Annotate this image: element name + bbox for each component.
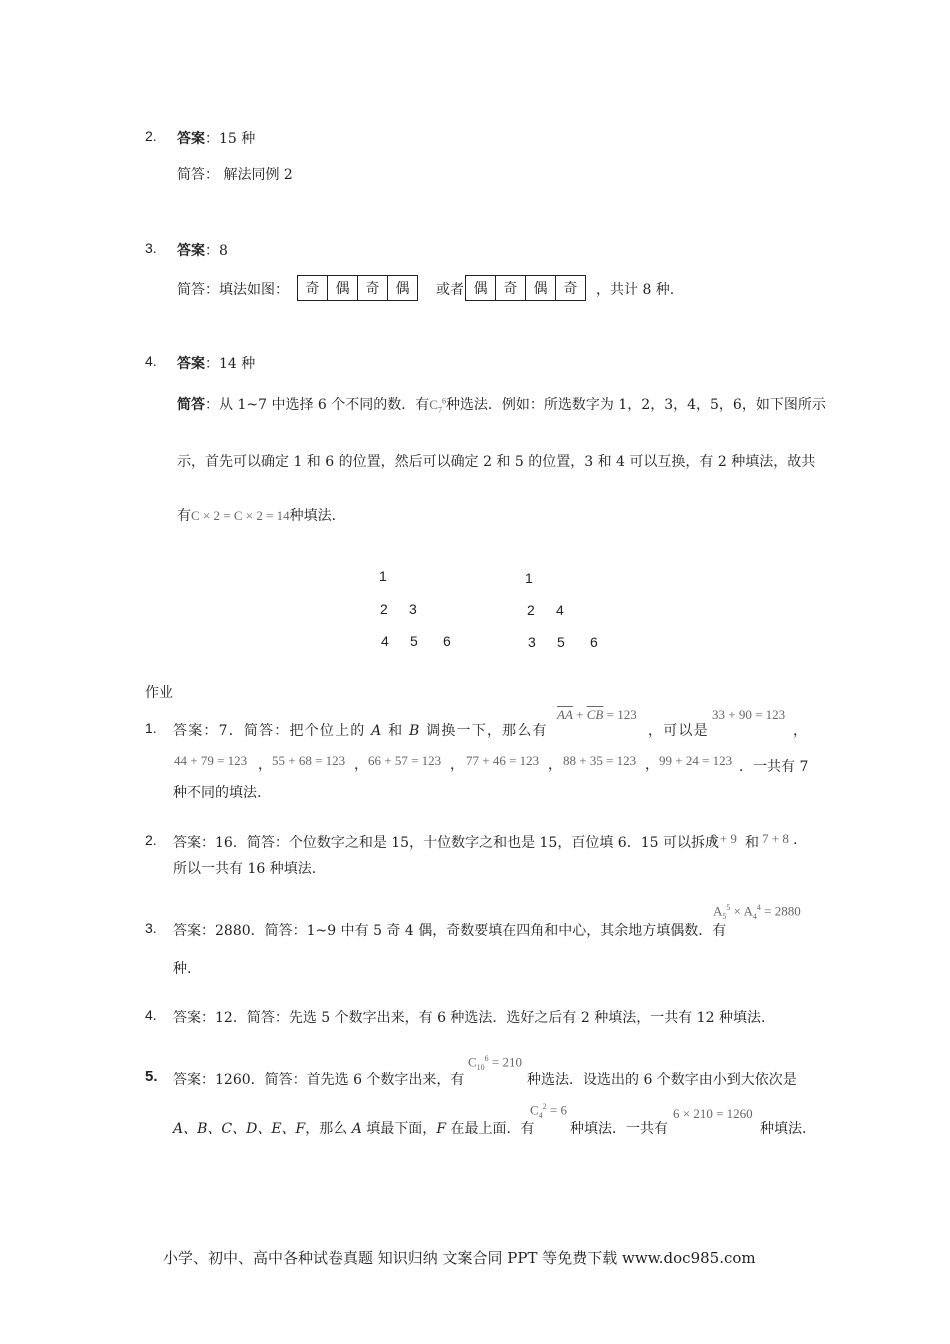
answer-value: ：8 [205, 243, 228, 259]
math-superscript: 5 [726, 903, 731, 912]
triangle-number: 5 [410, 633, 418, 649]
separator: ， [354, 757, 368, 773]
text: 在最上面．有 [446, 1121, 535, 1137]
variable-b: B [409, 723, 421, 739]
triangle-number: 3 [409, 601, 417, 617]
triangle-number: 6 [443, 633, 451, 649]
homework-1-number: 1. [145, 720, 157, 736]
question-2-answer [177, 128, 255, 148]
question-4-brief-line-3 [177, 505, 336, 525]
brief-text: 种填法. [289, 508, 337, 524]
homework-5-text-b: 种选法．设选出的 6 个数字由小到大依次是 [527, 1072, 797, 1088]
question-4-brief-line-1 [177, 394, 826, 415]
question-3-suffix: ，共计 8 种. [596, 282, 675, 298]
math-superscript: 6 [484, 1054, 489, 1063]
math-subscript: 7 [437, 405, 442, 415]
homework-2-equation-2: 7 + 8 [762, 831, 789, 846]
homework-3-line-2: 种. [173, 961, 192, 977]
text: 和 [382, 723, 409, 739]
math-superscript: 6 [441, 396, 446, 406]
triangle-number: 1 [525, 570, 533, 586]
homework-2-dot: . [793, 832, 798, 848]
homework-1-equation: 33 + 90 = 123 [712, 707, 786, 722]
triangle-number: 1 [379, 568, 387, 584]
equation: 99 + 24 = 123 [659, 753, 733, 768]
grid-cell: 奇 [496, 276, 526, 301]
question-4-number: 4. [145, 353, 157, 369]
parity-grid-1 [297, 275, 418, 301]
variable-list: A、B、C、D、E、F [173, 1121, 306, 1137]
homework-4-text: 答案：12．简答：先选 5 个数字出来，有 6 种选法．选好之后有 2 种填法，一共有 12 种填法. [173, 1010, 766, 1026]
text: 填最下面， [361, 1121, 437, 1137]
homework-1-comma: ， [793, 723, 807, 739]
homework-1-text-c: ，可以是 [648, 723, 709, 739]
answer-value: ：15 种 [205, 131, 256, 147]
brief-text: 种选法．例如：所选数字为 1，2，3，4，5，6，如下图所示 [445, 397, 826, 413]
question-3-brief-prefix: 简答：填法如图： [177, 282, 289, 298]
variable-a: A [371, 723, 383, 739]
math-superscript: 2 [542, 1102, 547, 1111]
question-3-number: 3. [145, 240, 157, 256]
triangle-number: 3 [528, 634, 536, 650]
homework-5-text-e: 种填法．一共有 [570, 1121, 668, 1137]
math-subscript: 10 [476, 1062, 485, 1072]
homework-title: 作业 [145, 685, 173, 701]
separator: ， [450, 757, 464, 773]
homework-1-overline-equation: $\overline{AA} + \overline{CB} = 123$ [557, 707, 637, 722]
homework-5-text-f: 种填法. [760, 1121, 807, 1137]
math-symbol: C [429, 397, 438, 412]
equation: 44 + 79 = 123 [174, 753, 248, 768]
homework-1-line-3: 种不同的填法. [173, 785, 262, 801]
triangle-number: 2 [380, 601, 388, 617]
homework-2-line-2: 所以一共有 16 种填法. [173, 861, 317, 877]
grid-cell: 偶 [526, 276, 556, 301]
answer-label: 答案 [177, 243, 205, 259]
homework-2-equation-1: 6 + 9 [710, 831, 737, 846]
brief-text: ：从 1~7 中选择 6 个不同的数．有 [205, 397, 430, 413]
overline-aa: $\overline{AA}$ [557, 707, 573, 722]
grid-cell: 奇 [358, 276, 388, 301]
separator: ， [645, 757, 659, 773]
separator: ， [258, 757, 272, 773]
triangle-number: 4 [556, 602, 564, 618]
homework-3-line-1: 答案：2880．简答：1~9 中有 5 奇 4 偶，奇数要填在四角和中心，其余地方填偶数．有 [173, 923, 727, 939]
triangle-number: 4 [381, 633, 389, 649]
equation: 77 + 46 = 123 [466, 753, 540, 768]
homework-3-equation: $A_5^5 \times A_4^4 = 2880$ [713, 903, 801, 921]
answer-label: 答案 [177, 131, 205, 147]
homework-2-line-1: 答案：16．简答：个位数字之和是 15，十位数字之和也是 15，百位填 6．15 可以拆成 [173, 835, 719, 851]
variable-f: F [436, 1121, 447, 1137]
math-subscript: 5 [722, 911, 727, 921]
math-subscript: 4 [752, 911, 757, 921]
question-2-number: 2. [145, 128, 157, 144]
homework-1-tail: ．一共有 7 [739, 759, 809, 775]
grid-cell: 奇 [556, 276, 586, 301]
page-footer: 小学、初中、高中各种试卷真题 知识归纳 文案合同 PPT 等免费下载 www.doc985.com [163, 1249, 756, 1267]
equation: 55 + 68 = 123 [272, 753, 346, 768]
equation: 66 + 57 = 123 [368, 753, 442, 768]
grid-cell: 偶 [466, 276, 496, 301]
homework-2-number: 2. [145, 832, 157, 848]
grid-cell: 偶 [328, 276, 358, 301]
math-superscript: 4 [756, 903, 761, 912]
brief-label: 简答 [177, 397, 205, 413]
homework-2-and: 和 [745, 835, 759, 851]
combination-formula [429, 396, 446, 415]
homework-5-equation-3: 6 × 210 = 1260 [673, 1106, 753, 1121]
equation: 88 + 35 = 123 [563, 753, 637, 768]
separator: ， [548, 757, 562, 773]
brief-text: 有 [177, 508, 191, 524]
homework-4-number: 4. [145, 1007, 157, 1023]
grid-cell: 偶 [388, 276, 418, 301]
overline-cb: $\overline{CB}$ [586, 707, 604, 722]
text: 答案：7．简答：把个位上的 [173, 723, 372, 739]
question-3-answer [177, 240, 228, 260]
count-formula: C × 2 = C × 2 = 14 [191, 508, 290, 523]
text: ，那么 [305, 1121, 352, 1137]
answer-label: 答案 [177, 356, 205, 372]
homework-5-equation-1: $C_{10}^6 = 210$ [468, 1054, 523, 1072]
homework-5-equation-2: $C_4^2 = 6$ [530, 1102, 568, 1120]
answer-value: ：14 种 [205, 356, 256, 372]
parity-grid-2 [465, 275, 586, 301]
variable-a: A [351, 1121, 362, 1137]
triangle-number: 6 [590, 634, 598, 650]
homework-5-text-a: 答案：1260．简答：首先选 6 个数字出来，有 [173, 1072, 465, 1088]
triangle-number: 2 [527, 602, 535, 618]
homework-5-line-2 [173, 1118, 534, 1138]
or-text: 或者 [436, 282, 464, 298]
grid-cell: 奇 [298, 276, 328, 301]
question-2-brief: 简答： 解法同例 2 [177, 167, 293, 183]
text: 调换一下，那么有 [420, 723, 548, 739]
question-4-brief-line-2: 示，首先可以确定 1 和 6 的位置，然后可以确定 2 和 5 的位置，3 和 4 可以互换，有 2 种填法，故共 [177, 454, 816, 470]
homework-1-line-1 [173, 720, 548, 740]
question-4-answer [177, 353, 255, 373]
homework-3-number: 3. [145, 920, 157, 936]
triangle-number: 5 [557, 634, 565, 650]
homework-5-number: 5. [145, 1068, 158, 1085]
math-subscript: 4 [538, 1110, 543, 1120]
